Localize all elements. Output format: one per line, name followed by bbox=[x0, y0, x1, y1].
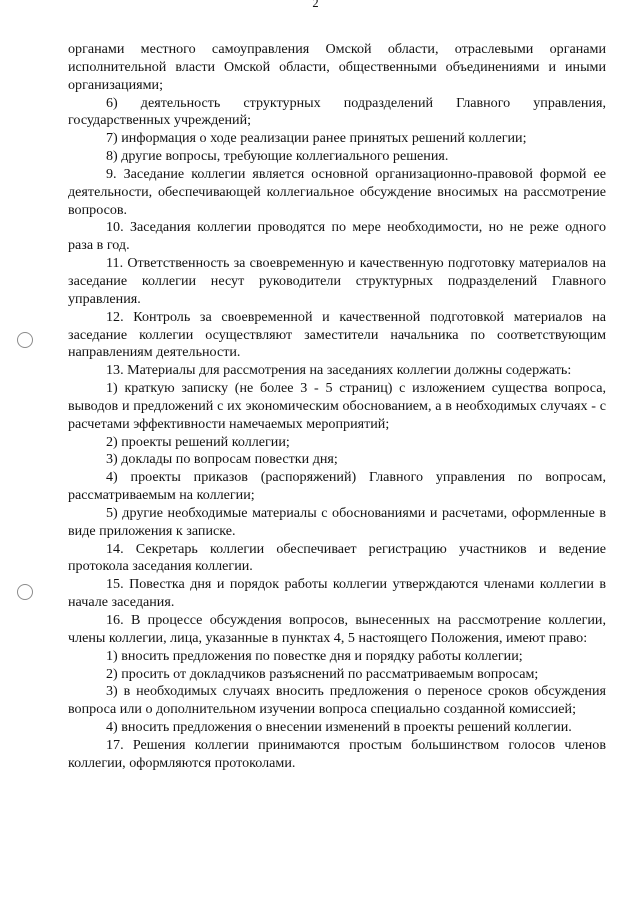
paragraph: 2) проекты решений коллегии; bbox=[106, 433, 290, 450]
paragraph: 5) другие необходимые материалы с обоснованиями и расчетами, оформленные в виде приложения к записке. bbox=[68, 504, 606, 539]
paragraph: 3) доклады по вопросам повестки дня; bbox=[106, 451, 338, 468]
paragraph: 16. В процессе обсуждения вопросов, вынесенных на рассмотрение коллегии, члены коллегии, лица, указанные в пунктах 4, 5 настоящего Положения, имеют право: bbox=[68, 612, 606, 646]
paragraph: 10. Заседания коллегии проводятся по мере необходимости, но не реже одного раза в год. bbox=[68, 219, 606, 254]
paragraph: 7) информация о ходе реализации ранее принятых решений коллегии; bbox=[106, 130, 527, 147]
paragraph: 9. Заседание коллегии является основной организационно-правовой формой ее деятельности, обеспечивающей коллегиальное обсуждение вносимых на рассмотрение вопросов. bbox=[68, 165, 606, 218]
paragraph: 15. Повестка дня и порядок работы коллегии утверждаются членами коллегии в начале заседания. bbox=[68, 576, 606, 611]
document-body bbox=[68, 41, 606, 773]
paragraph: 4) проекты приказов (распоряжений) Главного управления по вопросам, рассматриваемым на коллегии; bbox=[68, 469, 606, 504]
paragraph: 4) вносить предложения о внесении изменений в проекты решений коллегии. bbox=[106, 719, 572, 736]
paragraph: 2) просить от докладчиков разъяснений по рассматриваемым вопросам; bbox=[106, 665, 539, 682]
page-number: 2 bbox=[312, 0, 319, 10]
punch-hole-mark bbox=[17, 584, 33, 600]
paragraph: 3) в необходимых случаях вносить предложения о переносе сроков обсуждения вопроса или о дополнительном изучении вопроса специально созданной комиссией; bbox=[68, 683, 606, 718]
paragraph: 12. Контроль за своевременной и качественной подготовкой материалов на заседание коллегии осуществляют заместители начальника по соответствующим направлениям деятельности. bbox=[68, 308, 606, 361]
paragraph: 6) деятельность структурных подразделений Главного управления, государственных учреждений; bbox=[68, 94, 606, 129]
paragraph: 1) вносить предложения по повестке дня и порядку работы коллегии; bbox=[106, 647, 523, 664]
punch-hole-mark bbox=[17, 332, 33, 348]
paragraph: 17. Решения коллегии принимаются простым большинством голосов членов коллегии, оформляются протоколами. bbox=[68, 736, 606, 771]
paragraph: 1) краткую записку (не более 3 - 5 страниц) с изложением существа вопроса, выводов и предложений с их экономическим обоснованием, а в необходимых случаях - с расчетами эффективности намечаемых мероприятий; bbox=[68, 380, 606, 432]
paragraph: 11. Ответственность за своевременную и качественную подготовку материалов на заседание коллегии несут руководители структурных подразделений Главного управления. bbox=[68, 255, 606, 307]
paragraph: 13. Материалы для рассмотрения на заседаниях коллегии должны содержать: bbox=[106, 362, 572, 379]
paragraph: органами местного самоуправления Омской области, отраслевыми органами исполнительной власти Омской области, общественными объединениями и иными организациями; bbox=[68, 41, 606, 93]
paragraph: 8) другие вопросы, требующие коллегиального решения. bbox=[106, 148, 449, 165]
paragraph: 14. Секретарь коллегии обеспечивает регистрацию участников и ведение протокола заседания коллегии. bbox=[68, 540, 606, 575]
